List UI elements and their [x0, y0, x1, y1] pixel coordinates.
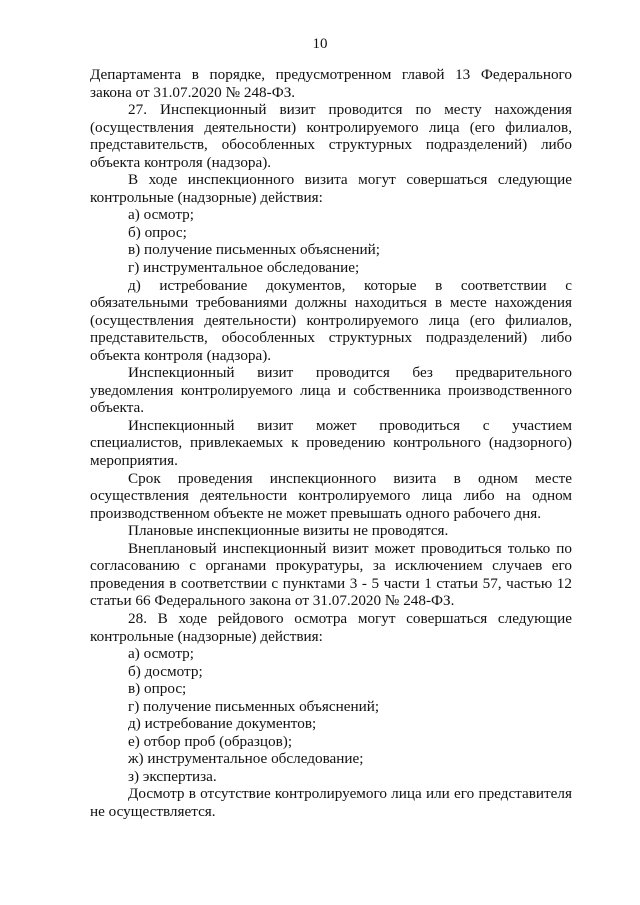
paragraph: 28. В ходе рейдового осмотра могут совершаться следующие контрольные (надзорные) действия: [90, 609, 572, 645]
page-number: 10 [312, 36, 328, 52]
paragraph: Срок проведения инспекционного визита в одном месте осуществления деятельности контролируемого лица либо на одном производственном объекте не может превышать одного рабочего дня. [90, 469, 572, 522]
paragraph: 27. Инспекционный визит проводится по месту нахождения (осуществления деятельности) контролируемого лица (его филиалов, представительств, обособленных структурных подразделений) либо объекта контроля (надзора). [90, 101, 572, 171]
paragraph: а) осмотр; [128, 645, 194, 663]
paragraph: ж) инструментальное обследование; [128, 750, 364, 768]
paragraph: Инспекционный визит может проводиться с участием специалистов, привлекаемых к проведению контрольного (надзорного) мероприятия. [90, 416, 572, 470]
paragraph: а) осмотр; [128, 206, 194, 224]
paragraph: е) отбор проб (образцов); [128, 732, 293, 750]
paragraph: Досмотр в отсутствие контролируемого лица или его представителя не осуществляется. [90, 785, 572, 820]
paragraph: в) опрос; [128, 680, 187, 698]
paragraph: Плановые инспекционные визиты не проводятся. [128, 522, 449, 540]
paragraph: Внеплановый инспекционный визит может проводиться только по согласованию с органами прокуратуры, за исключением случаев его проведения в соответствии с пунктами 3 - 5 части 1 статьи 57, частью 12 статьи 66 Федерального закона от 31.07.2020 № 248-ФЗ. [90, 539, 572, 610]
paragraph: Департамента в порядке, предусмотренном главой 13 Федерального закона от 31.07.2020 № 248-ФЗ. [90, 66, 572, 101]
paragraph: д) истребование документов; [128, 715, 317, 733]
paragraph: В ходе инспекционного визита могут совершаться следующие контрольные (надзорные) действия: [90, 171, 572, 206]
paragraph: з) экспертиза. [128, 767, 217, 785]
paragraph: г) инструментальное обследование; [128, 259, 360, 277]
paragraph: д) истребование документов, которые в соответствии с обязательными требованиями должны находиться в месте нахождения (осуществления деятельности) контролируемого лица (его филиалов, представительств, обособленных структурных подразделений) либо объекта контроля (надзора). [90, 276, 572, 364]
paragraph: г) получение письменных объяснений; [128, 697, 380, 715]
paragraph: в) получение письменных объяснений; [128, 241, 381, 259]
paragraph: б) опрос; [128, 223, 187, 241]
paragraph: б) досмотр; [128, 662, 203, 680]
document-body [90, 66, 572, 821]
paragraph: Инспекционный визит проводится без предварительного уведомления контролируемого лица и собственника производственного объекта. [90, 364, 572, 417]
